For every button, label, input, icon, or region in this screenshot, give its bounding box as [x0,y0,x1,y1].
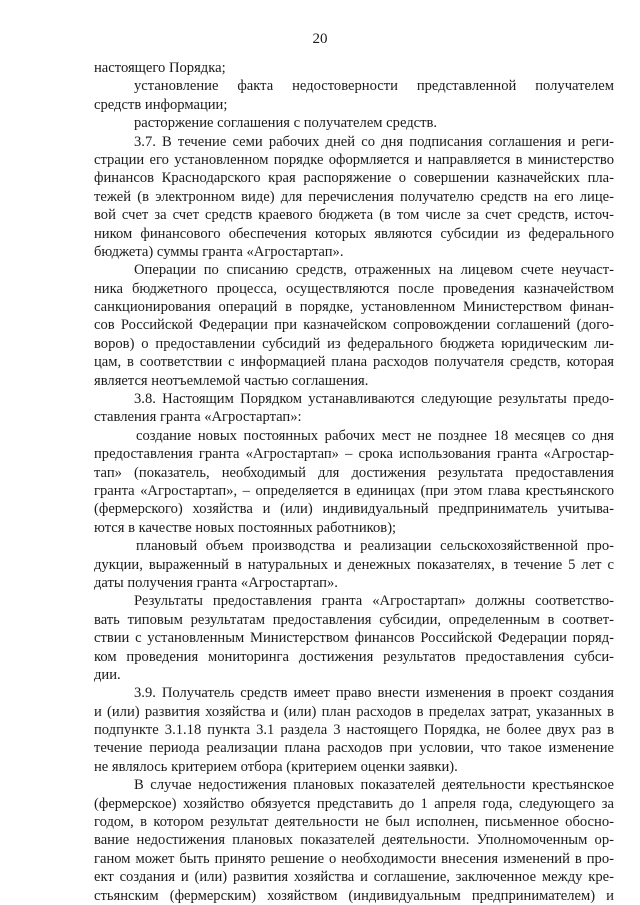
text-line: подпункте 3.1.18 пункта 3.1 раздела 3 настоящего Порядка, не более двух раз в [94,722,614,739]
text-line: цам, в соответствии с информацией плана расходов получателя средств, которая [94,354,614,371]
text-line: страции его установленном порядке оформляется и направляется в министерство [94,151,614,168]
text-line: не являлось критерием отбора (критерием оценки заявки). [94,758,458,775]
text-line: стьянским (фермерским) хозяйством (индивидуальным предпринимателем) и [94,887,614,904]
text-line: является неотъемлемой частью соглашения. [94,372,369,389]
text-line: ганом может быть принято решение о необходимости внесения изменений в про- [94,850,614,867]
text-line: ект создания и (или) развития хозяйства и соглашение, заключенное между кре- [94,869,614,886]
text-line: вой счет за счет средств краевого бюджета (в том числе за счет средств, источ- [94,207,614,224]
text-line: ствии с установленным Министерством финансов Российской Федерации поряд- [94,630,614,647]
text-line: дукции, выраженный в натуральных и денежных показателях, в течение 5 лет с [94,556,614,573]
text-line: вание недостижения плановых показателей деятельности. Уполномоченным ор- [94,832,614,849]
text-line: финансов Краснодарского края распоряжение о совершении казначейских пла- [94,170,614,187]
text-line: течение периода реализации плана расходов при условии, что такое изменение [94,740,614,757]
text-line: дии. [94,666,121,683]
text-line: годом, в котором результат деятельности не был исполнен, письменное обосно- [94,814,614,831]
text-line: ком проведения мониторинга достижения результатов предоставления субси- [94,648,614,665]
text-line: гранта «Агростартап», – определяется в единицах (при этом глава крестьянского [94,482,614,499]
text-line: настоящего Порядка; [94,60,226,76]
text-line: воров) о предоставлении субсидий из федерального бюджета юридическим ли- [94,335,614,352]
text-line: 3.9. Получатель средств имеет право внести изменения в проект создания [134,685,614,702]
text-line: санкционирования операций в порядке, установленном Министерством финан- [94,299,614,316]
document-body [94,59,614,905]
text-line: предоставления гранта «Агростартап» – срока использования гранта «Агростар- [94,446,614,463]
text-line: (фермерского) хозяйства и (или) индивидуальный предприниматель учитыва- [94,501,614,518]
text-line: Результаты предоставления гранта «Агростартап» должны соответство- [134,593,614,610]
text-line: ются в качестве новых постоянных работников); [94,519,397,536]
text-line: ника бюджетного процесса, осуществляются после проведения казначейством [94,280,614,297]
text-line: 3.8. Настоящим Порядком устанавливаются следующие результаты предо- [134,391,614,408]
text-line: расторжение соглашения с получателем средств. [134,115,438,132]
text-line: вать типовым результатам предоставления субсидии, определенным в соответ- [94,611,614,628]
text-line: В случае недостижения плановых показателей деятельности крестьянское [134,777,614,794]
text-line: 3.7. В течение семи рабочих дней со дня подписания соглашения и реги- [134,133,614,150]
page-number: 20 [312,31,328,47]
text-line: ставления гранта «Агростартап»: [94,409,302,426]
text-line: бюджета) суммы гранта «Агростартап». [94,243,344,260]
text-line: Операции по списанию средств, отраженных на лицевом счете неучаст- [134,262,614,279]
text-line: и (или) развития хозяйства и (или) план расходов в пределах затрат, указанных в [94,703,614,720]
text-line: даты получения гранта «Агростартап». [94,574,338,591]
text-line: создание новых постоянных рабочих мест не позднее 18 месяцев со дня [136,427,614,444]
text-line: ником финансового обеспечения которых являются субсидии из федерального [94,225,614,242]
text-line: тежей (в электронном виде) для перечисления получателю средств на его лице- [94,188,614,205]
text-line: плановый объем производства и реализации сельскохозяйственной про- [136,538,614,555]
text-line: средств информации; [94,96,228,113]
text-line: тап» (показатель, необходимый для достижения результата предоставления [94,464,614,481]
text-line: сов Российской Федерации при казначейском сопровождении соглашений (дого- [94,317,614,334]
text-line: установление факта недостоверности представленной получателем [134,78,614,95]
text-line: (фермерское) хозяйство обязуется представить до 1 апреля года, следующего за [94,795,614,812]
